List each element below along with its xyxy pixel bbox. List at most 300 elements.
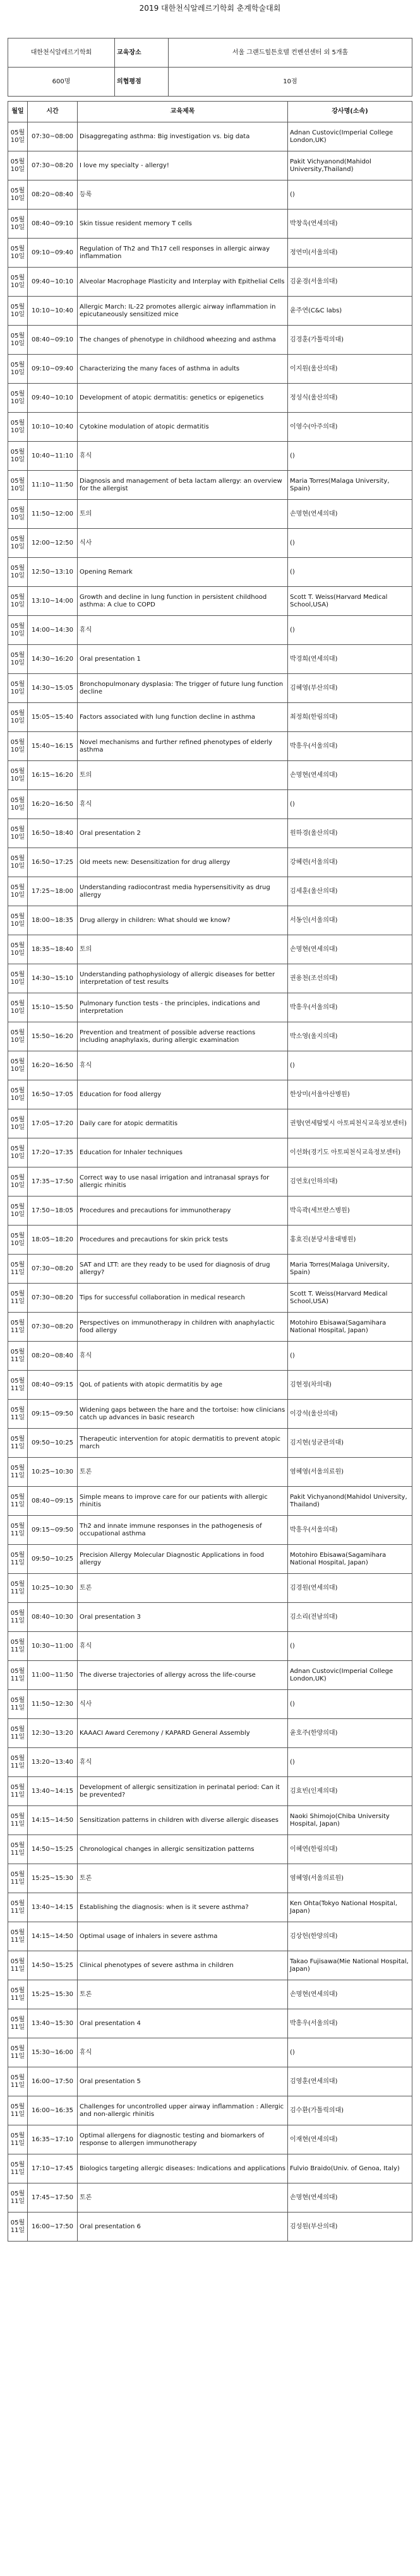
row-date: 05월 11일 — [8, 1864, 28, 1893]
row-date: 05월 10일 — [8, 732, 28, 761]
row-speaker: 손명현(연세의대) — [288, 935, 412, 964]
row-date: 05월 11일 — [8, 1661, 28, 1690]
row-date: 05월 10일 — [8, 122, 28, 151]
row-speaker: 박흥우(서울의대) — [288, 993, 412, 1022]
row-speaker: 홍효진(분당서울대병원) — [288, 1226, 412, 1255]
row-date: 05월 10일 — [8, 1196, 28, 1226]
row-title: Oral presentation 3 — [78, 1603, 288, 1632]
row-title: Prevention and treatment of possible adverse reactions including anaphylaxis, during allergic examination — [78, 1022, 288, 1051]
row-title: QoL of patients with atopic dermatitis by age — [78, 1371, 288, 1400]
row-title: Procedures and precautions for immunotherapy — [78, 1196, 288, 1226]
row-time: 15:25~15:30 — [28, 1980, 78, 2009]
row-date: 05월 11일 — [8, 1429, 28, 1458]
row-time: 09:40~10:10 — [28, 268, 78, 297]
row-time: 14:30~15:05 — [28, 674, 78, 703]
row-speaker: () — [288, 1632, 412, 1661]
row-date: 05월 10일 — [8, 674, 28, 703]
row-date: 05월 10일 — [8, 848, 28, 877]
row-speaker: 염혜영(서울의료원) — [288, 1864, 412, 1893]
header-time: 시간 — [28, 102, 78, 122]
row-speaker: 권용천(조선의대) — [288, 964, 412, 993]
row-time: 16:50~17:05 — [28, 1080, 78, 1109]
table-row — [8, 1516, 412, 1545]
header-speaker: 강사명(소속) — [288, 102, 412, 122]
table-row — [8, 1632, 412, 1661]
row-title: 식사 — [78, 1690, 288, 1719]
row-date: 05월 11일 — [8, 1748, 28, 1777]
row-speaker: 박흥우(서울의대) — [288, 1516, 412, 1545]
table-row — [8, 2009, 412, 2038]
table-row — [8, 500, 412, 529]
row-date: 05월 10일 — [8, 964, 28, 993]
table-row — [8, 2067, 412, 2096]
table-row — [8, 1226, 412, 1255]
schedule-header-row — [8, 102, 412, 122]
row-time: 07:30~08:20 — [28, 1313, 78, 1342]
table-row — [8, 1138, 412, 1167]
table-row — [8, 1080, 412, 1109]
row-title: Chronological changes in allergic sensitization patterns — [78, 1835, 288, 1864]
row-speaker: 김경원(연세의대) — [288, 1574, 412, 1603]
table-row — [8, 151, 412, 180]
row-title: Oral presentation 2 — [78, 819, 288, 848]
row-speaker: 윤호주(한양의대) — [288, 1719, 412, 1748]
row-title: Oral presentation 1 — [78, 645, 288, 674]
row-title: Clinical phenotypes of severe asthma in children — [78, 1951, 288, 1980]
row-title: KAAACI Award Ceremony / KAPARD General Assembly — [78, 1719, 288, 1748]
row-time: 07:30~08:00 — [28, 122, 78, 151]
row-time: 16:20~16:50 — [28, 1051, 78, 1080]
table-row — [8, 1661, 412, 1690]
row-title: Pulmonary function tests - the principles, indications and interpretation — [78, 993, 288, 1022]
row-date: 05월 10일 — [8, 529, 28, 558]
row-title: 토의 — [78, 761, 288, 790]
row-time: 17:50~18:05 — [28, 1196, 78, 1226]
row-speaker: Pakit Vichyanond(Mahidol University, Thailand) — [288, 1487, 412, 1516]
row-title: 휴식 — [78, 790, 288, 819]
row-title: Growth and decline in lung function in persistent childhood asthma: A clue to COPD — [78, 587, 288, 616]
row-time: 15:05~15:40 — [28, 703, 78, 732]
table-row — [8, 1458, 412, 1487]
row-speaker: Naoki Shimojo(Chiba University Hospital, Japan) — [288, 1806, 412, 1835]
row-title: Development of allergic sensitization in perinatal period: Can it be prevented? — [78, 1777, 288, 1806]
row-date: 05월 10일 — [8, 993, 28, 1022]
row-date: 05월 11일 — [8, 1835, 28, 1864]
row-time: 16:00~16:35 — [28, 2096, 78, 2125]
table-row — [8, 529, 412, 558]
row-date: 05월 11일 — [8, 1806, 28, 1835]
venue-value: 서울 그랜드힐튼호텔 컨벤션센터 외 5개홀 — [169, 38, 412, 68]
row-time: 08:40~09:15 — [28, 1487, 78, 1516]
row-date: 05월 10일 — [8, 1226, 28, 1255]
row-title: Optimal allergens for diagnostic testing and biomarkers of response to allergen immunotherapy — [78, 2125, 288, 2154]
row-date: 05월 11일 — [8, 1545, 28, 1574]
table-row — [8, 790, 412, 819]
row-title: 휴식 — [78, 1051, 288, 1080]
row-time: 15:10~15:50 — [28, 993, 78, 1022]
table-row — [8, 297, 412, 326]
row-speaker: 이강석(울산의대) — [288, 1400, 412, 1429]
info-table — [8, 38, 412, 97]
row-speaker: 강혜련(서울의대) — [288, 848, 412, 877]
row-time: 12:50~13:10 — [28, 558, 78, 587]
row-date: 05월 10일 — [8, 297, 28, 326]
row-date: 05월 11일 — [8, 1255, 28, 1284]
row-title: Novel mechanisms and further refined phenotypes of elderly asthma — [78, 732, 288, 761]
row-time: 11:50~12:30 — [28, 1690, 78, 1719]
table-row — [8, 1429, 412, 1458]
row-date: 05월 11일 — [8, 1777, 28, 1806]
schedule-body — [8, 122, 412, 2242]
row-title: Bronchopulmonary dysplasia: The trigger of future lung function decline — [78, 674, 288, 703]
row-time: 12:30~13:20 — [28, 1719, 78, 1748]
row-speaker: () — [288, 790, 412, 819]
row-time: 17:10~17:45 — [28, 2154, 78, 2183]
row-title: Old meets new: Desensitization for drug allergy — [78, 848, 288, 877]
row-time: 09:15~09:50 — [28, 1516, 78, 1545]
header-date: 월일 — [8, 102, 28, 122]
table-row — [8, 1545, 412, 1574]
row-date: 05월 11일 — [8, 1980, 28, 2009]
table-row — [8, 1284, 412, 1313]
capacity-cell: 600명 — [8, 68, 115, 97]
table-row — [8, 384, 412, 413]
row-speaker: 박흥우(서울의대) — [288, 2009, 412, 2038]
row-speaker: 김수환(가톨릭의대) — [288, 2096, 412, 2125]
row-title: Sensitization patterns in children with diverse allergic diseases — [78, 1806, 288, 1835]
row-time: 08:20~08:40 — [28, 1342, 78, 1371]
row-time: 14:30~15:10 — [28, 964, 78, 993]
row-speaker: () — [288, 616, 412, 645]
row-title: Precision Allergy Molecular Diagnostic Applications in food allergy — [78, 1545, 288, 1574]
table-row — [8, 326, 412, 355]
row-speaker: Scott T. Weiss(Harvard Medical School,USA) — [288, 587, 412, 616]
row-speaker: Motohiro Ebisawa(Sagamihara National Hospital, Japan) — [288, 1313, 412, 1342]
row-title: Skin tissue resident memory T cells — [78, 210, 288, 239]
row-title: 식사 — [78, 529, 288, 558]
row-speaker: 김소리(전남의대) — [288, 1603, 412, 1632]
row-time: 10:30~11:00 — [28, 1632, 78, 1661]
row-title: Biologics targeting allergic diseases: Indications and applications — [78, 2154, 288, 2183]
row-date: 05월 10일 — [8, 180, 28, 210]
row-date: 05월 10일 — [8, 935, 28, 964]
row-time: 08:40~09:10 — [28, 210, 78, 239]
row-speaker: Maria Torres(Malaga University, Spain) — [288, 1255, 412, 1284]
row-speaker: 원하경(울산의대) — [288, 819, 412, 848]
row-date: 05월 10일 — [8, 761, 28, 790]
table-row — [8, 761, 412, 790]
row-time: 13:40~14:15 — [28, 1777, 78, 1806]
row-date: 05월 11일 — [8, 1487, 28, 1516]
row-title: Th2 and innate immune responses in the pathogenesis of occupational asthma — [78, 1516, 288, 1545]
row-time: 08:20~08:40 — [28, 180, 78, 210]
row-title: Understanding pathophysiology of allergic diseases for better interpretation of test results — [78, 964, 288, 993]
table-row — [8, 1748, 412, 1777]
credits-label: 의협평점 — [115, 68, 169, 97]
info-row-venue — [8, 38, 412, 68]
row-time: 15:30~16:00 — [28, 2038, 78, 2067]
table-row — [8, 993, 412, 1022]
row-date: 05월 10일 — [8, 819, 28, 848]
row-speaker: 김세훈(울산의대) — [288, 877, 412, 906]
row-date: 05월 11일 — [8, 2096, 28, 2125]
row-speaker: () — [288, 1051, 412, 1080]
organizer-cell: 대한천식알레르기학회 — [8, 38, 115, 68]
row-date: 05월 11일 — [8, 1284, 28, 1313]
row-speaker: Takao Fujisawa(Mie National Hospital, Japan) — [288, 1951, 412, 1980]
table-row — [8, 355, 412, 384]
table-row — [8, 1893, 412, 1922]
row-speaker: 이혜연(한림의대) — [288, 1835, 412, 1864]
table-row — [8, 848, 412, 877]
table-row — [8, 587, 412, 616]
row-title: Therapeutic intervention for atopic dermatitis to prevent atopic march — [78, 1429, 288, 1458]
row-title: Optimal usage of inhalers in severe asthma — [78, 1922, 288, 1951]
row-speaker: 한상미(서울아산병원) — [288, 1080, 412, 1109]
row-date: 05월 10일 — [8, 703, 28, 732]
row-title: Cytokine modulation of atopic dermatitis — [78, 413, 288, 442]
row-time: 16:15~16:20 — [28, 761, 78, 790]
row-date: 05월 11일 — [8, 1342, 28, 1371]
row-time: 17:35~17:50 — [28, 1167, 78, 1196]
row-time: 13:20~13:40 — [28, 1748, 78, 1777]
row-date: 05월 10일 — [8, 616, 28, 645]
row-title: 휴식 — [78, 1632, 288, 1661]
row-speaker: 손명현(연세의대) — [288, 1980, 412, 2009]
header-title: 교육제목 — [78, 102, 288, 122]
table-row — [8, 877, 412, 906]
table-row — [8, 1487, 412, 1516]
table-row — [8, 2096, 412, 2125]
row-time: 11:00~11:50 — [28, 1661, 78, 1690]
row-title: Education for Inhaler techniques — [78, 1138, 288, 1167]
row-date: 05월 11일 — [8, 2009, 28, 2038]
table-row — [8, 1051, 412, 1080]
row-title: Development of atopic dermatitis: genetics or epigenetics — [78, 384, 288, 413]
row-title: 휴식 — [78, 1748, 288, 1777]
row-speaker: 김지현(성균관의대) — [288, 1429, 412, 1458]
table-row — [8, 819, 412, 848]
row-speaker: () — [288, 529, 412, 558]
table-row — [8, 1777, 412, 1806]
table-row — [8, 645, 412, 674]
table-row — [8, 1400, 412, 1429]
row-speaker: 김경훈(가톨릭의대) — [288, 326, 412, 355]
row-time: 13:10~14:00 — [28, 587, 78, 616]
row-title: 토론 — [78, 2183, 288, 2213]
row-title: Procedures and precautions for skin prick tests — [78, 1226, 288, 1255]
row-date: 05월 11일 — [8, 1516, 28, 1545]
row-speaker: 김연호(인하의대) — [288, 1167, 412, 1196]
row-speaker: 박소영(울지의대) — [288, 1022, 412, 1051]
row-title: 휴식 — [78, 442, 288, 471]
table-row — [8, 471, 412, 500]
row-speaker: () — [288, 2038, 412, 2067]
row-speaker: () — [288, 442, 412, 471]
row-time: 18:00~18:35 — [28, 906, 78, 935]
row-title: 토론 — [78, 1980, 288, 2009]
row-title: I love my specialty - allergy! — [78, 151, 288, 180]
table-row — [8, 442, 412, 471]
table-row — [8, 1371, 412, 1400]
row-speaker: 박옥곽(세브란스병원) — [288, 1196, 412, 1226]
row-date: 05월 11일 — [8, 1574, 28, 1603]
table-row — [8, 1109, 412, 1138]
row-speaker: 김상헌(한양의대) — [288, 1922, 412, 1951]
row-date: 05월 10일 — [8, 442, 28, 471]
table-row — [8, 616, 412, 645]
row-time: 15:25~15:30 — [28, 1864, 78, 1893]
row-title: Establishing the diagnosis: when is it severe asthma? — [78, 1893, 288, 1922]
row-title: Challenges for uncontrolled upper airway inflammation : Allergic and non-allergic rhinitis — [78, 2096, 288, 2125]
table-row — [8, 122, 412, 151]
table-row — [8, 1574, 412, 1603]
row-time: 16:50~17:25 — [28, 848, 78, 877]
row-time: 08:40~09:10 — [28, 326, 78, 355]
row-date: 05월 10일 — [8, 384, 28, 413]
row-date: 05월 10일 — [8, 790, 28, 819]
row-speaker: 이재현(연세의대) — [288, 2125, 412, 2154]
info-row-credits — [8, 68, 412, 97]
table-row — [8, 732, 412, 761]
row-speaker: 정연미(서울의대) — [288, 239, 412, 268]
row-title: Characterizing the many faces of asthma in adults — [78, 355, 288, 384]
row-speaker: 김효빈(인제의대) — [288, 1777, 412, 1806]
row-date: 05월 10일 — [8, 1022, 28, 1051]
row-time: 17:25~18:00 — [28, 877, 78, 906]
row-speaker: 김영훈(연세의대) — [288, 2067, 412, 2096]
page-title: 2019 대한천식알레르기학회 춘계학술대회 — [139, 4, 281, 13]
row-speaker: 김혜영(부산의대) — [288, 674, 412, 703]
row-time: 09:15~09:50 — [28, 1400, 78, 1429]
row-date: 05월 10일 — [8, 413, 28, 442]
row-time: 09:10~09:40 — [28, 239, 78, 268]
row-date: 05월 10일 — [8, 1109, 28, 1138]
row-date: 05월 11일 — [8, 1951, 28, 1980]
row-time: 16:20~16:50 — [28, 790, 78, 819]
table-row — [8, 268, 412, 297]
row-title: Disaggregating asthma: Big investigation vs. big data — [78, 122, 288, 151]
row-date: 05월 11일 — [8, 1719, 28, 1748]
row-title: Allergic March: IL-22 promotes allergic airway inflammation in epicutaneously sensitized mice — [78, 297, 288, 326]
row-time: 18:35~18:40 — [28, 935, 78, 964]
row-date: 05월 10일 — [8, 587, 28, 616]
row-title: Alveolar Macrophage Plasticity and Interplay with Epithelial Cells — [78, 268, 288, 297]
row-speaker: () — [288, 1342, 412, 1371]
row-speaker: 정성식(울산의대) — [288, 384, 412, 413]
row-title: Correct way to use nasal irrigation and intranasal sprays for allergic rhinitis — [78, 1167, 288, 1196]
table-row — [8, 1835, 412, 1864]
row-time: 09:50~10:25 — [28, 1545, 78, 1574]
row-time: 10:10~10:40 — [28, 297, 78, 326]
row-speaker: 서동인(서울의대) — [288, 906, 412, 935]
row-title: 토의 — [78, 935, 288, 964]
table-row — [8, 413, 412, 442]
row-time: 15:40~16:15 — [28, 732, 78, 761]
row-speaker: 윤주연(C&C labs) — [288, 297, 412, 326]
table-row — [8, 180, 412, 210]
row-date: 05월 11일 — [8, 1690, 28, 1719]
table-row — [8, 1255, 412, 1284]
table-row — [8, 1313, 412, 1342]
row-date: 05월 11일 — [8, 1458, 28, 1487]
row-time: 08:40~09:15 — [28, 1371, 78, 1400]
row-time: 16:50~18:40 — [28, 819, 78, 848]
table-row — [8, 1980, 412, 2009]
row-title: Oral presentation 5 — [78, 2067, 288, 2096]
row-date: 05월 11일 — [8, 1371, 28, 1400]
row-title: SAT and LTT: are they ready to be used for diagnosis of drug allergy? — [78, 1255, 288, 1284]
row-time: 17:45~17:50 — [28, 2183, 78, 2213]
row-time: 07:30~08:20 — [28, 1255, 78, 1284]
row-time: 14:50~15:25 — [28, 1835, 78, 1864]
row-speaker: Pakit Vichyanond(Mahidol University,Thailand) — [288, 151, 412, 180]
row-date: 05월 10일 — [8, 1138, 28, 1167]
row-speaker: Fulvio Braido(Univ. of Genoa, Italy) — [288, 2154, 412, 2183]
row-speaker: 박창욱(연세의대) — [288, 210, 412, 239]
row-date: 05월 11일 — [8, 1313, 28, 1342]
table-row — [8, 1022, 412, 1051]
row-time: 13:40~15:30 — [28, 2009, 78, 2038]
table-row — [8, 2183, 412, 2213]
table-row — [8, 558, 412, 587]
row-speaker: 김성원(부산의대) — [288, 2213, 412, 2242]
row-time: 10:10~10:40 — [28, 413, 78, 442]
venue-label: 교육장소 — [115, 38, 169, 68]
row-time: 16:00~17:50 — [28, 2213, 78, 2242]
table-row — [8, 1951, 412, 1980]
row-date: 05월 10일 — [8, 471, 28, 500]
row-title: 휴식 — [78, 1342, 288, 1371]
row-date: 05월 10일 — [8, 326, 28, 355]
row-date: 05월 11일 — [8, 1603, 28, 1632]
row-date: 05월 11일 — [8, 2067, 28, 2096]
row-title: Simple means to improve care for our patients with allergic rhinitis — [78, 1487, 288, 1516]
row-time: 09:10~09:40 — [28, 355, 78, 384]
table-row — [8, 1167, 412, 1196]
row-title: Oral presentation 6 — [78, 2213, 288, 2242]
row-date: 05월 10일 — [8, 645, 28, 674]
row-date: 05월 10일 — [8, 1080, 28, 1109]
row-date: 05월 10일 — [8, 500, 28, 529]
table-row — [8, 906, 412, 935]
row-speaker: () — [288, 558, 412, 587]
row-time: 14:30~16:20 — [28, 645, 78, 674]
row-date: 05월 10일 — [8, 906, 28, 935]
row-speaker: 김현정(차의대) — [288, 1371, 412, 1400]
table-row — [8, 703, 412, 732]
row-date: 05월 11일 — [8, 1632, 28, 1661]
table-row — [8, 1806, 412, 1835]
row-title: 토론 — [78, 1864, 288, 1893]
row-date: 05월 10일 — [8, 210, 28, 239]
row-time: 09:50~10:25 — [28, 1429, 78, 1458]
row-title: Diagnosis and management of beta lactam allergy: an overview for the allergist — [78, 471, 288, 500]
row-time: 14:15~14:50 — [28, 1806, 78, 1835]
row-title: Regulation of Th2 and Th17 cell responses in allergic airway inflammation — [78, 239, 288, 268]
row-time: 18:05~18:20 — [28, 1226, 78, 1255]
table-row — [8, 1196, 412, 1226]
table-row — [8, 2213, 412, 2242]
row-speaker: 박흥우(서울의대) — [288, 732, 412, 761]
table-row — [8, 1603, 412, 1632]
row-time: 16:35~17:10 — [28, 2125, 78, 2154]
row-speaker: () — [288, 1690, 412, 1719]
row-time: 11:10~11:50 — [28, 471, 78, 500]
table-row — [8, 1864, 412, 1893]
row-time: 11:50~12:00 — [28, 500, 78, 529]
row-title: Drug allergy in children: What should we know? — [78, 906, 288, 935]
